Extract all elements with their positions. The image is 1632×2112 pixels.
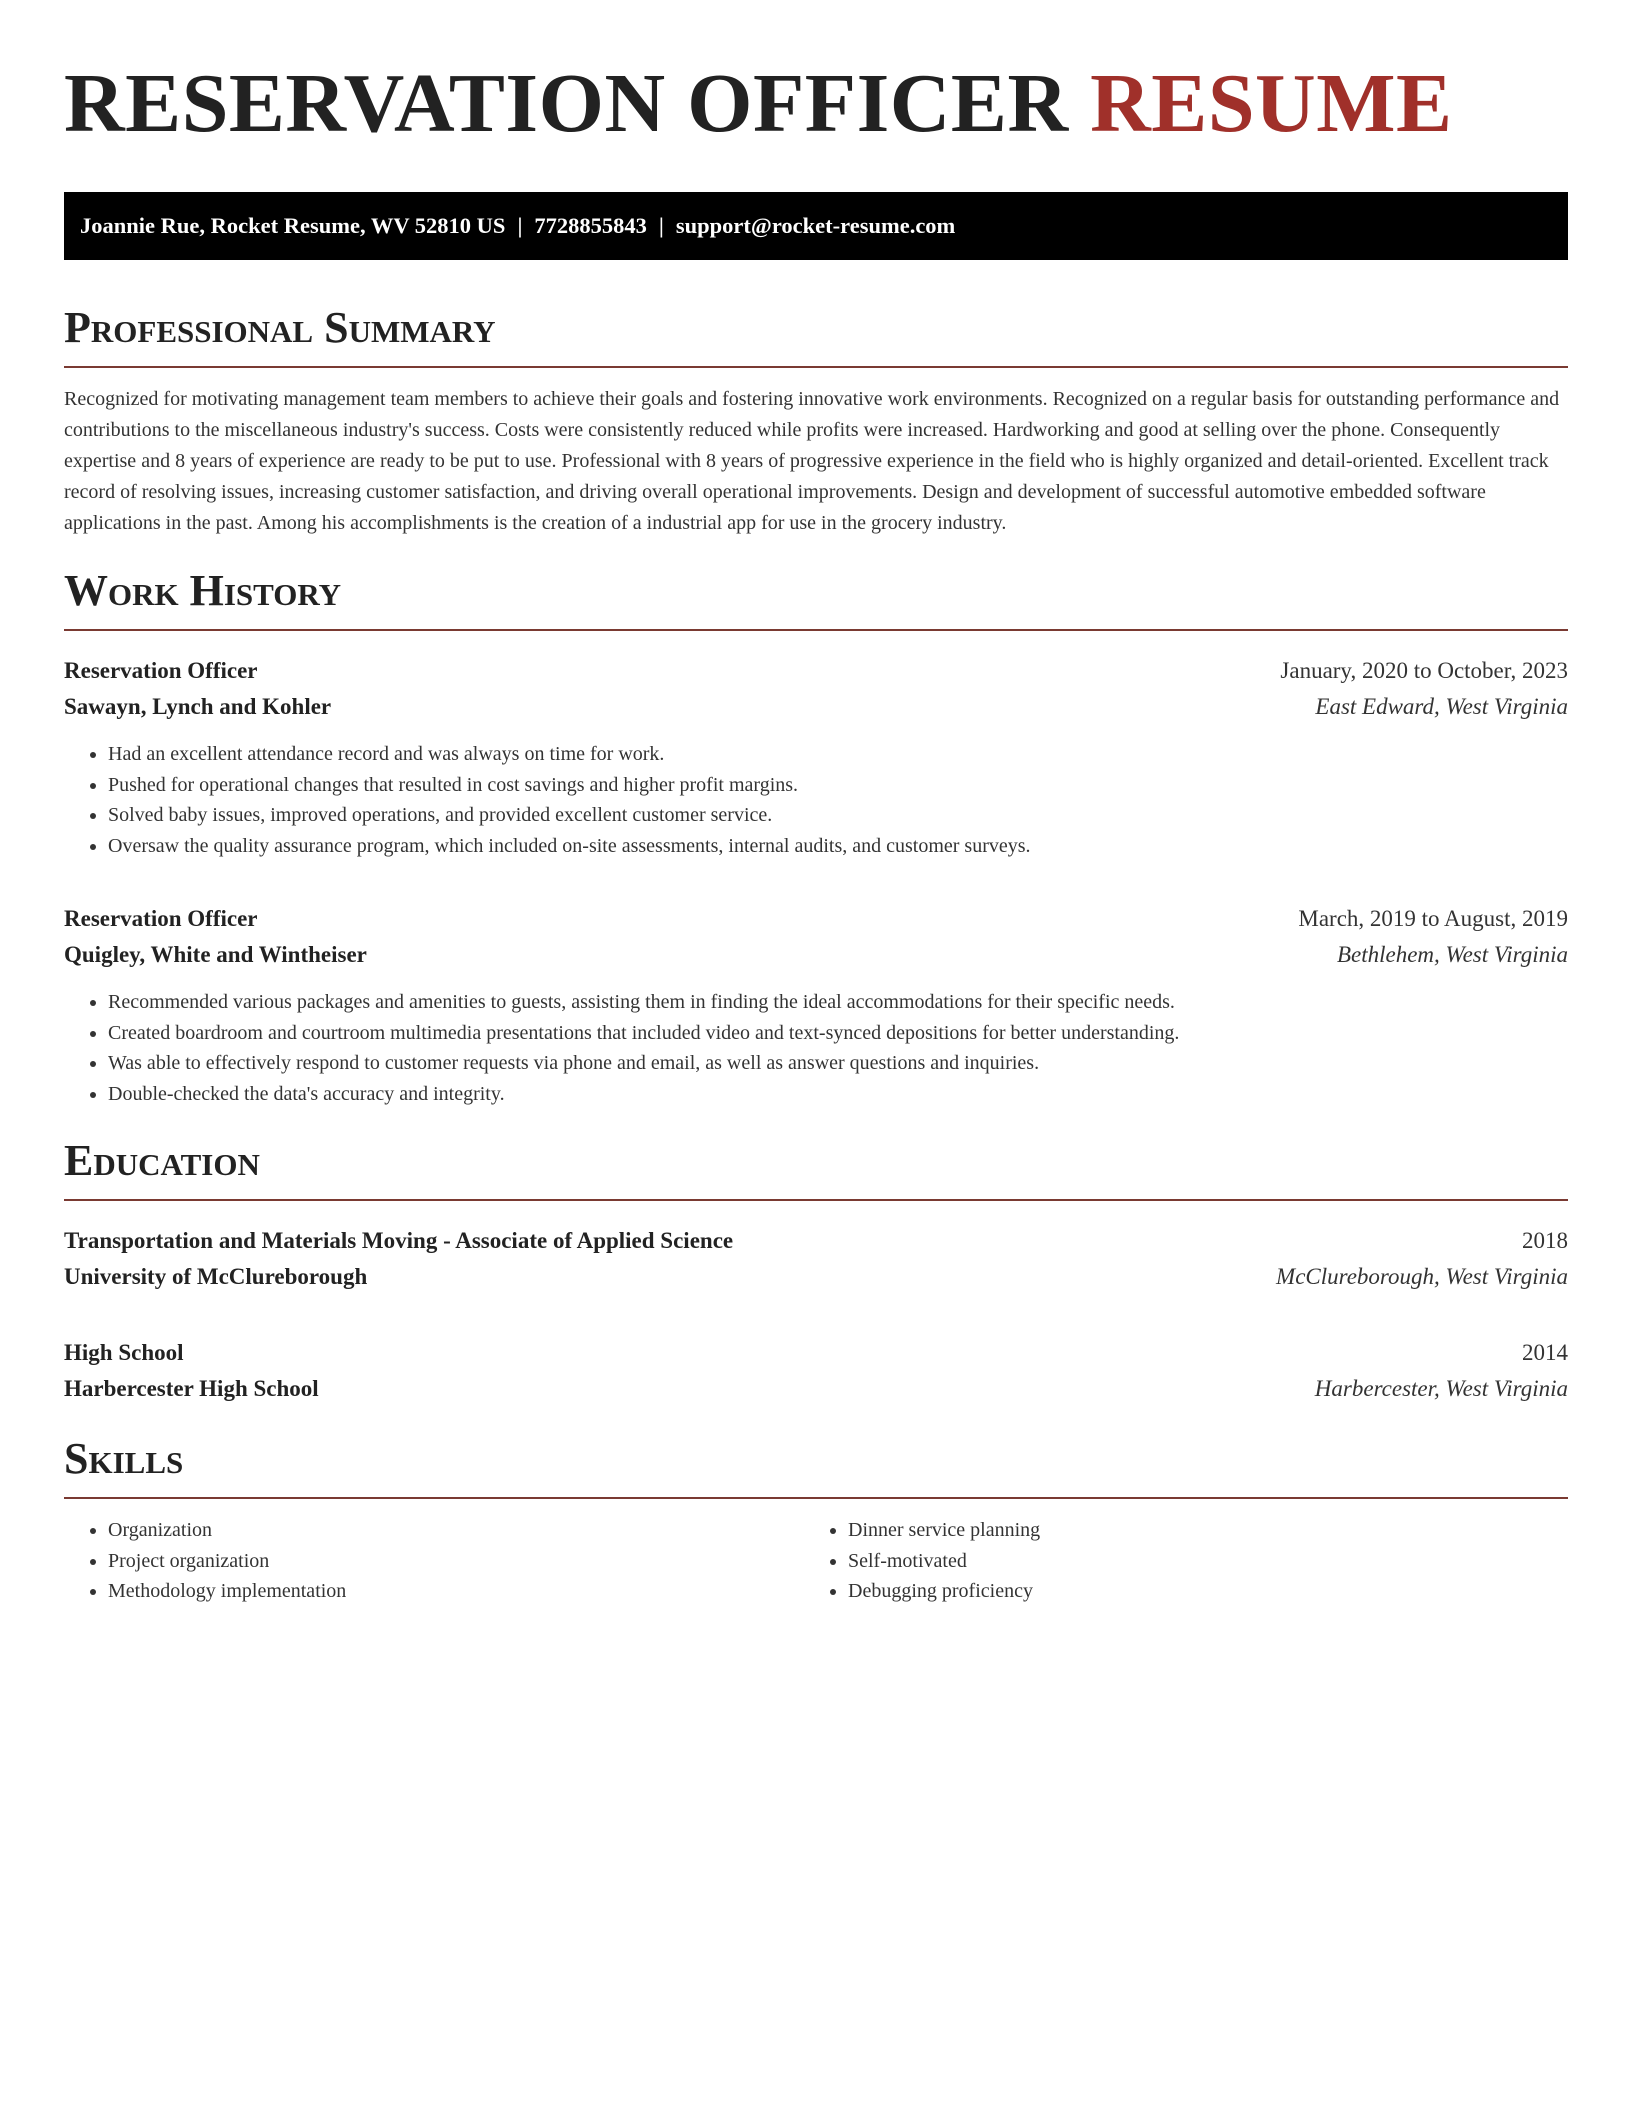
education-heading: Education (64, 1135, 1568, 1201)
contact-separator: | (658, 213, 664, 238)
contact-bar (64, 192, 1568, 260)
job-company-row (64, 937, 1568, 973)
job-bullet: • Pushed for operational changes that resulted in cost savings and higher profit margins. (108, 770, 1568, 801)
skill-item: • Methodology implementation (108, 1576, 804, 1607)
contact-address: Joannie Rue, Rocket Resume, WV 52810 US (80, 213, 506, 238)
skill-item: • Organization (108, 1515, 804, 1546)
resume-title (64, 52, 1568, 156)
job-company-row (64, 689, 1568, 725)
education-school-row (64, 1371, 1568, 1407)
job-title: Reservation Officer (64, 658, 258, 683)
job-bullet: • Recommended various packages and amenities to guests, assisting them in finding the ideal accommodations for their specific needs. (108, 987, 1568, 1018)
job-bullet: • Double-checked the data's accuracy and integrity. (108, 1079, 1568, 1110)
job-bullet: • Had an excellent attendance record and was always on time for work. (108, 739, 1568, 770)
job-entry (64, 901, 1568, 1109)
education-year: 2014 (1522, 1340, 1568, 1365)
education-school: Harbercester High School (64, 1376, 319, 1401)
skill-item: • Self-motivated (848, 1546, 1544, 1577)
education-school: University of McClureborough (64, 1264, 368, 1289)
job-dates: March, 2019 to August, 2019 (1298, 906, 1568, 931)
job-bullet: • Oversaw the quality assurance program, which included on-site assessments, internal audits, and customer surveys. (108, 831, 1568, 862)
job-bullet: • Created boardroom and courtroom multimedia presentations that included video and text-synced depositions for better understanding. (108, 1018, 1568, 1049)
contact-separator: | (517, 213, 523, 238)
education-degree: Transportation and Materials Moving - Associate of Applied Science (64, 1228, 734, 1253)
skill-item: • Project organization (108, 1546, 804, 1577)
job-location: East Edward, West Virginia (1315, 694, 1568, 719)
job-title-row (64, 653, 1568, 689)
resume-title-accent: RESUME (1090, 57, 1453, 150)
contact-phone: 7728855843 (534, 213, 647, 238)
job-bullets (64, 739, 1568, 861)
resume-page (64, 0, 1568, 1607)
resume-title-main: RESERVATION OFFICER (64, 57, 1069, 150)
job-title-row (64, 901, 1568, 937)
job-bullet: • Was able to effectively respond to customer requests via phone and email, as well as answer questions and inquiries. (108, 1048, 1568, 1079)
skill-item: • Dinner service planning (848, 1515, 1544, 1546)
job-company: Sawayn, Lynch and Kohler (64, 694, 332, 719)
job-title: Reservation Officer (64, 906, 258, 931)
education-year: 2018 (1522, 1228, 1568, 1253)
work-history-heading: Work History (64, 565, 1568, 631)
contact-email: support@rocket-resume.com (675, 213, 956, 238)
education-location: Harbercester, West Virginia (1314, 1376, 1568, 1401)
skills-heading: Skills (64, 1433, 1568, 1499)
education-degree-row (64, 1223, 1568, 1259)
skill-item: • Debugging proficiency (848, 1576, 1544, 1607)
job-bullets (64, 987, 1568, 1109)
skills-list (64, 1515, 1568, 1607)
job-company: Quigley, White and Wintheiser (64, 942, 367, 967)
education-degree-row (64, 1335, 1568, 1371)
summary-heading: Professional Summary (64, 302, 1568, 368)
education-degree: High School (64, 1340, 184, 1365)
education-entry (64, 1223, 1568, 1295)
education-school-row (64, 1259, 1568, 1295)
job-bullet: • Solved baby issues, improved operations, and provided excellent customer service. (108, 800, 1568, 831)
summary-text: Recognized for motivating management team members to achieve their goals and fostering innovative work environments. Recognized on a regular basis for outstanding performance and contributions to the miscellaneous industry's success. Costs were consistently reduced while profits were increased. Hardworking and good at selling over the phone. Consequently expertise and 8 years of experience are ready to be put to use. Professional with 8 years of progressive experience in the field who is highly organized and detail-oriented. Excellent track record of resolving issues, increasing customer satisfaction, and driving overall operational improvements. Design and development of successful automotive embedded software applications in the past. Among his accomplishments is the creation of a industrial app for use in the grocery industry. (64, 388, 1560, 534)
job-dates: January, 2020 to October, 2023 (1280, 658, 1568, 683)
education-entry (64, 1335, 1568, 1407)
job-location: Bethlehem, West Virginia (1336, 942, 1568, 967)
job-entry (64, 653, 1568, 861)
education-location: McClureborough, West Virginia (1276, 1264, 1568, 1289)
skills-column-left (64, 1515, 804, 1607)
skills-column-right (804, 1515, 1544, 1607)
